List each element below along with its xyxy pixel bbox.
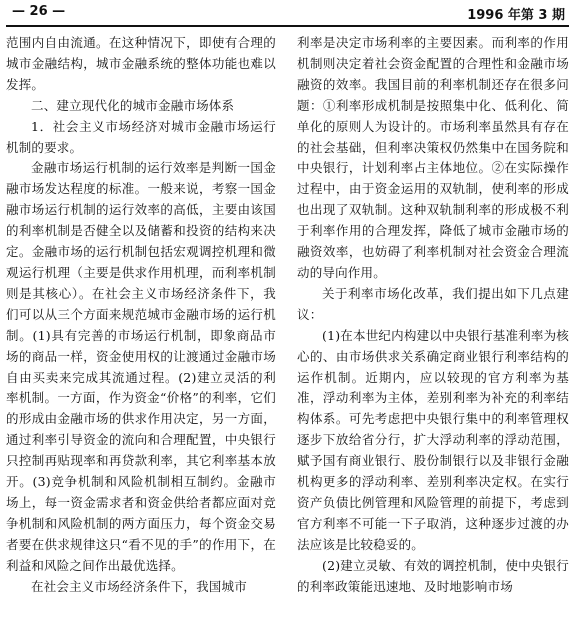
paragraph-suggestion-1: (1)在本世纪内构建以中央银行基准利率为核心的、由市场供求关系确定商业银行利率结构的运作机制。近期内，应以较现的官方利率为基准，浮动利率为主体，差别利率为补充的利率结构体系。可先考虑把中央银行集中的利率管理权逐步下放给省分行，扩大浮动利率的浮动范围，赋予国有商业银行、股份制银行以及非银行金融机构更多的浮动利率、差别利率决定权。在实行资产负债比例管理和风险管理的前提下，考虑到官方利率不可能一下子取消，这种逐步过渡的办法应该是比较稳妥的。	[297, 327, 569, 552]
paragraph-suggestions-intro: 关于利率市场化改革，我们提出如下几点建议：	[297, 285, 569, 322]
running-header	[6, 1, 569, 23]
right-column	[297, 33, 569, 597]
page-number: — 26 —	[12, 4, 66, 19]
paragraph-continued: 范围内自由流通。在这种情况下，即使有合理的城市金融结构，城市金融系统的整体功能也难以发挥。	[6, 35, 276, 92]
paragraph-interest-rate-problems: 利率是决定市场利率的主要因素。而利率的作用机制则决定着社会资金配置的合理性和金融市场融资的效率。我国目前的利率机制还存在很多问题：①利率形成机制是按照集中化、低利化、简单化的原则人为设计的。市场利率虽然具有存在的社会基础，但利率决策权仍然集中在国务院和中央银行，计划利率占主体地位。②在实际操作过程中，由于资金运用的双轨制，使利率的形成也出现了双轨制。这种双轨制利率的形成极不利于利率作用的合理发挥，降低了城市金融市场的融资效率，也妨碍了利率机制对社会资金合理流动的导向作用。	[297, 35, 569, 280]
journal-issue: 1996 年第 3 期	[467, 8, 565, 23]
header-rule	[6, 25, 569, 27]
subsection-heading: 1．社会主义市场经济对城市金融市场运行机制的要求。	[6, 118, 276, 155]
section-heading: 二、建立现代化的城市金融市场体系	[31, 97, 235, 113]
left-column	[6, 33, 276, 597]
paragraph-suggestion-2: (2)建立灵敏、有效的调控机制，使中央银行的利率政策能迅速地、及时地影响市场	[297, 557, 569, 594]
paragraph-continues-next-column: 在社会主义市场经济条件下，我国城市	[31, 578, 247, 594]
paragraph-operating-mechanism: 金融市场运行机制的运行效率是判断一国金融市场发达程度的标准。一般来说，考察一国金融市场运行机制的运行效率的高低，主要由该国的利率机制是否健全以及储蓄和投资的结构来决定。金融市场的运行机制包括宏观调控机理和微观运行机理（主要是供求作用机理，而利率机制则是其核心）。在社会主义市场经济条件下，我们可以从三个方面来规范城市金融市场的运行机制。(1)具有完善的市场运行机制，即象商品市场的商品一样，资金使用权的让渡通过金融市场自由买卖来完成其流通过程。(2)建立灵活的利率机制。一方面，作为资金“价格”的利率，它们的形成由金融市场的供求作用决定，另一方面，通过利率引导资金的流向和合理配置，中央银行只控制再贴现率和再贷款利率，其它利率基本放开。(3)竞争机制和风险机制相互制约。金融市场上，每一资金需求者和资金供给者都应面对竞争机制和风险机制的两方面压力，每个资金交易者要在供求规律这只“看不见的手”的作用下，在利益和风险之间作出最优选择。	[6, 160, 276, 573]
